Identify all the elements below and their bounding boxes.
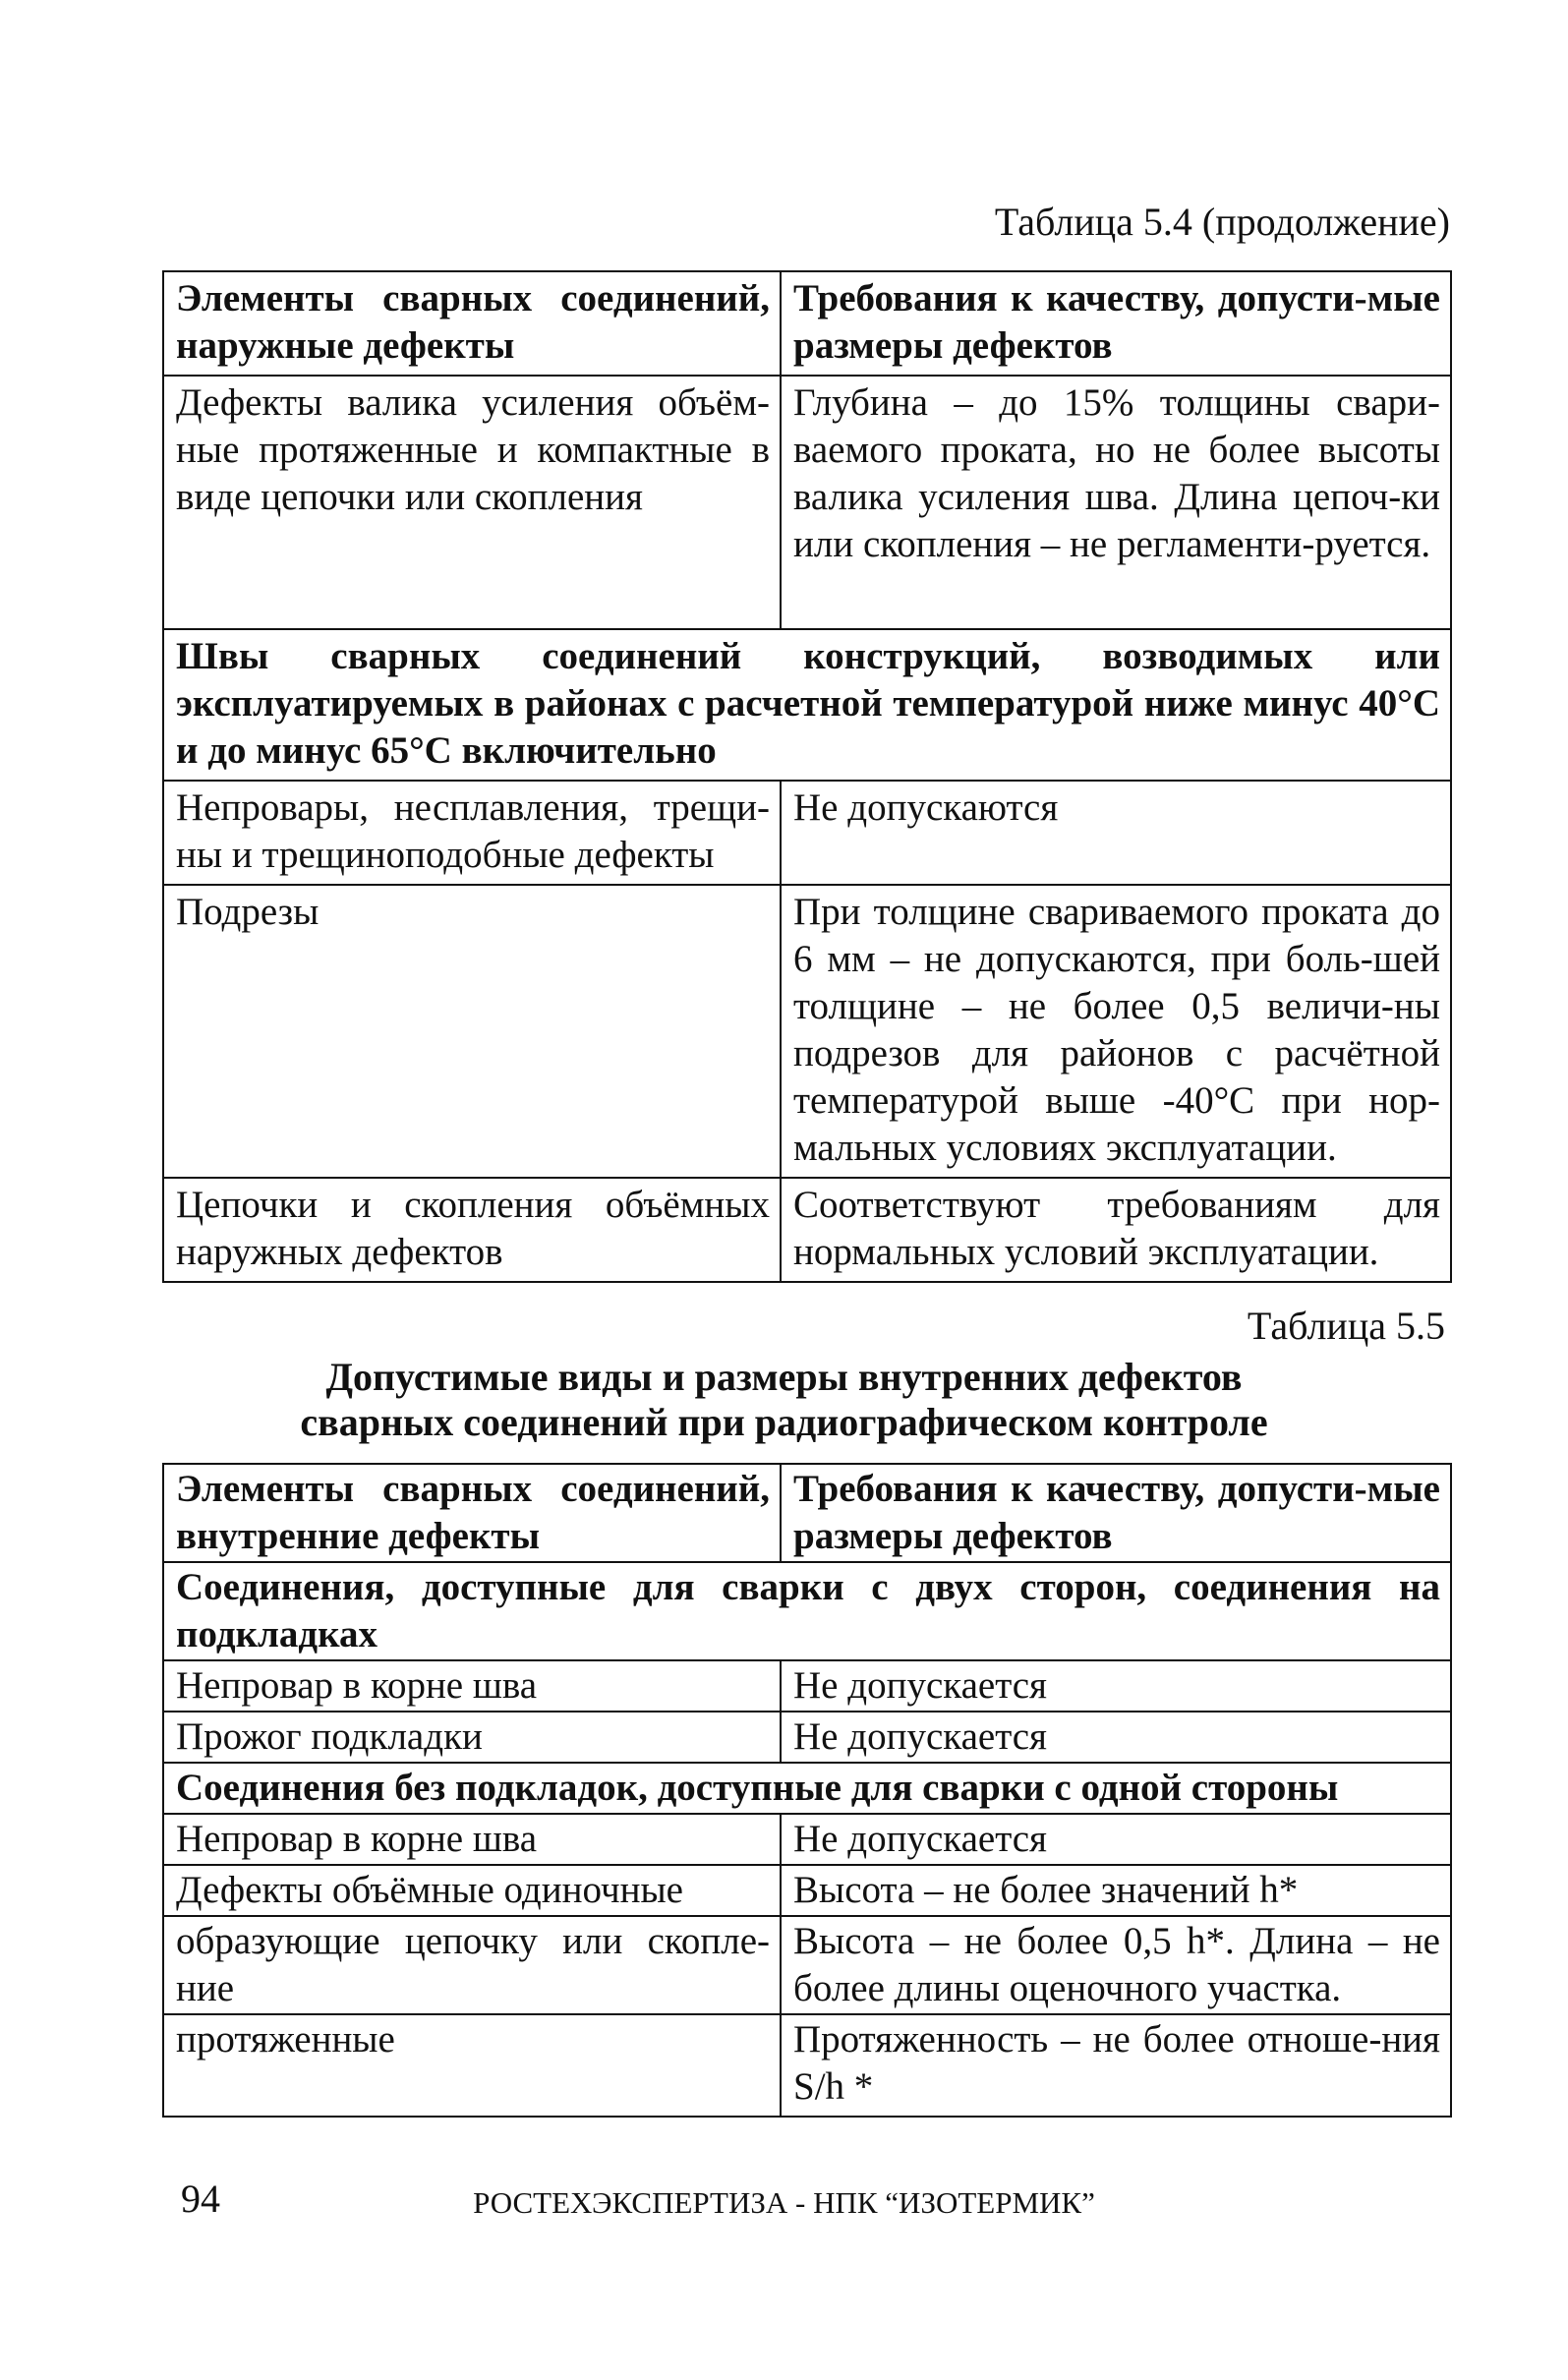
requirement-cell: Высота – не более 0,5 h*. Длина – не более длины оценочного участка. [781, 1916, 1451, 2014]
table-row [163, 781, 1451, 885]
defect-cell: Непровары, несплавления, трещи-ны и трещиноподобные дефекты [163, 781, 781, 885]
section-heading-cell: Соединения, доступные для сварки с двух сторон, соединения на подкладках [163, 1562, 1451, 1660]
section-heading-cell: Швы сварных соединений конструкций, возводимых или эксплуатируемых в районах с расчетной температурой ниже минус 40°С и до минус 65°С включительно [163, 629, 1451, 781]
defect-cell: Дефекты объёмные одиночные [163, 1865, 781, 1916]
header-cell-requirements: Требования к качеству, допусти-мые размеры дефектов [781, 1464, 1451, 1562]
table-header-row [163, 1464, 1451, 1562]
table-row [163, 1712, 1451, 1763]
requirement-cell: Не допускается [781, 1814, 1451, 1865]
header-cell-elements: Элементы сварных соединений, наружные дефекты [163, 271, 781, 376]
table-row [163, 1814, 1451, 1865]
table-5-5 [162, 1463, 1452, 2118]
table-row [163, 1660, 1451, 1712]
table-row [163, 2014, 1451, 2117]
defect-cell: Цепочки и скопления объёмных наружных дефектов [163, 1178, 781, 1282]
section-row [163, 1562, 1451, 1660]
publisher-footer: РОСТЕХЭКСПЕРТИЗА - НПК “ИЗОТЕРМИК” [473, 2185, 1095, 2220]
requirement-cell: Не допускаются [781, 781, 1451, 885]
page-number: 94 [181, 2177, 220, 2221]
table-5-5-title-line1: Допустимые виды и размеры внутренних дефектов [325, 1355, 1243, 1399]
table-5-4 [162, 270, 1452, 1283]
table-row [163, 1178, 1451, 1282]
defect-cell: Подрезы [163, 885, 781, 1178]
defect-cell: Прожог подкладки [163, 1712, 781, 1763]
requirement-cell: Не допускается [781, 1660, 1451, 1712]
table-5-4-caption: Таблица 5.4 (продолжение) [994, 200, 1450, 244]
requirement-cell: Протяженность – не более отноше-ния S/h * [781, 2014, 1451, 2117]
defect-cell: протяженные [163, 2014, 781, 2117]
requirement-cell: Глубина – до 15% толщины свари-ваемого проката, но не более высоты валика усиления шва. Длина цепоч-ки или скопления – не регламенти-руется. [781, 376, 1451, 629]
requirement-cell: Соответствуют требованиям для нормальных условий эксплуатации. [781, 1178, 1451, 1282]
section-row [163, 1763, 1451, 1814]
defect-cell: образующие цепочку или скопле-ние [163, 1916, 781, 2014]
requirement-cell: Не допускается [781, 1712, 1451, 1763]
defect-cell: Непровар в корне шва [163, 1660, 781, 1712]
table-5-5-caption: Таблица 5.5 [1247, 1304, 1445, 1348]
defect-cell: Дефекты валика усиления объём-ные протяженные и компактные в виде цепочки или скопления [163, 376, 781, 629]
table-row [163, 1865, 1451, 1916]
defect-cell: Непровар в корне шва [163, 1814, 781, 1865]
requirement-cell: При толщине свариваемого проката до 6 мм – не допускаются, при боль-шей толщине – не более 0,5 величи-ны подрезов для районов с расчётной температурой выше -40°С при нор-мальных условиях эксплуатации. [781, 885, 1451, 1178]
table-row [163, 1916, 1451, 2014]
header-cell-elements: Элементы сварных соединений, внутренние дефекты [163, 1464, 781, 1562]
section-row [163, 629, 1451, 781]
table-row [163, 376, 1451, 629]
section-heading-cell: Соединения без подкладок, доступные для сварки с одной стороны [163, 1763, 1451, 1814]
table-5-5-title-line2: сварных соединений при радиографическом контроле [300, 1400, 1268, 1444]
header-cell-requirements: Требования к качеству, допусти-мые размеры дефектов [781, 271, 1451, 376]
table-row [163, 885, 1451, 1178]
table-header-row [163, 271, 1451, 376]
requirement-cell: Высота – не более значений h* [781, 1865, 1451, 1916]
